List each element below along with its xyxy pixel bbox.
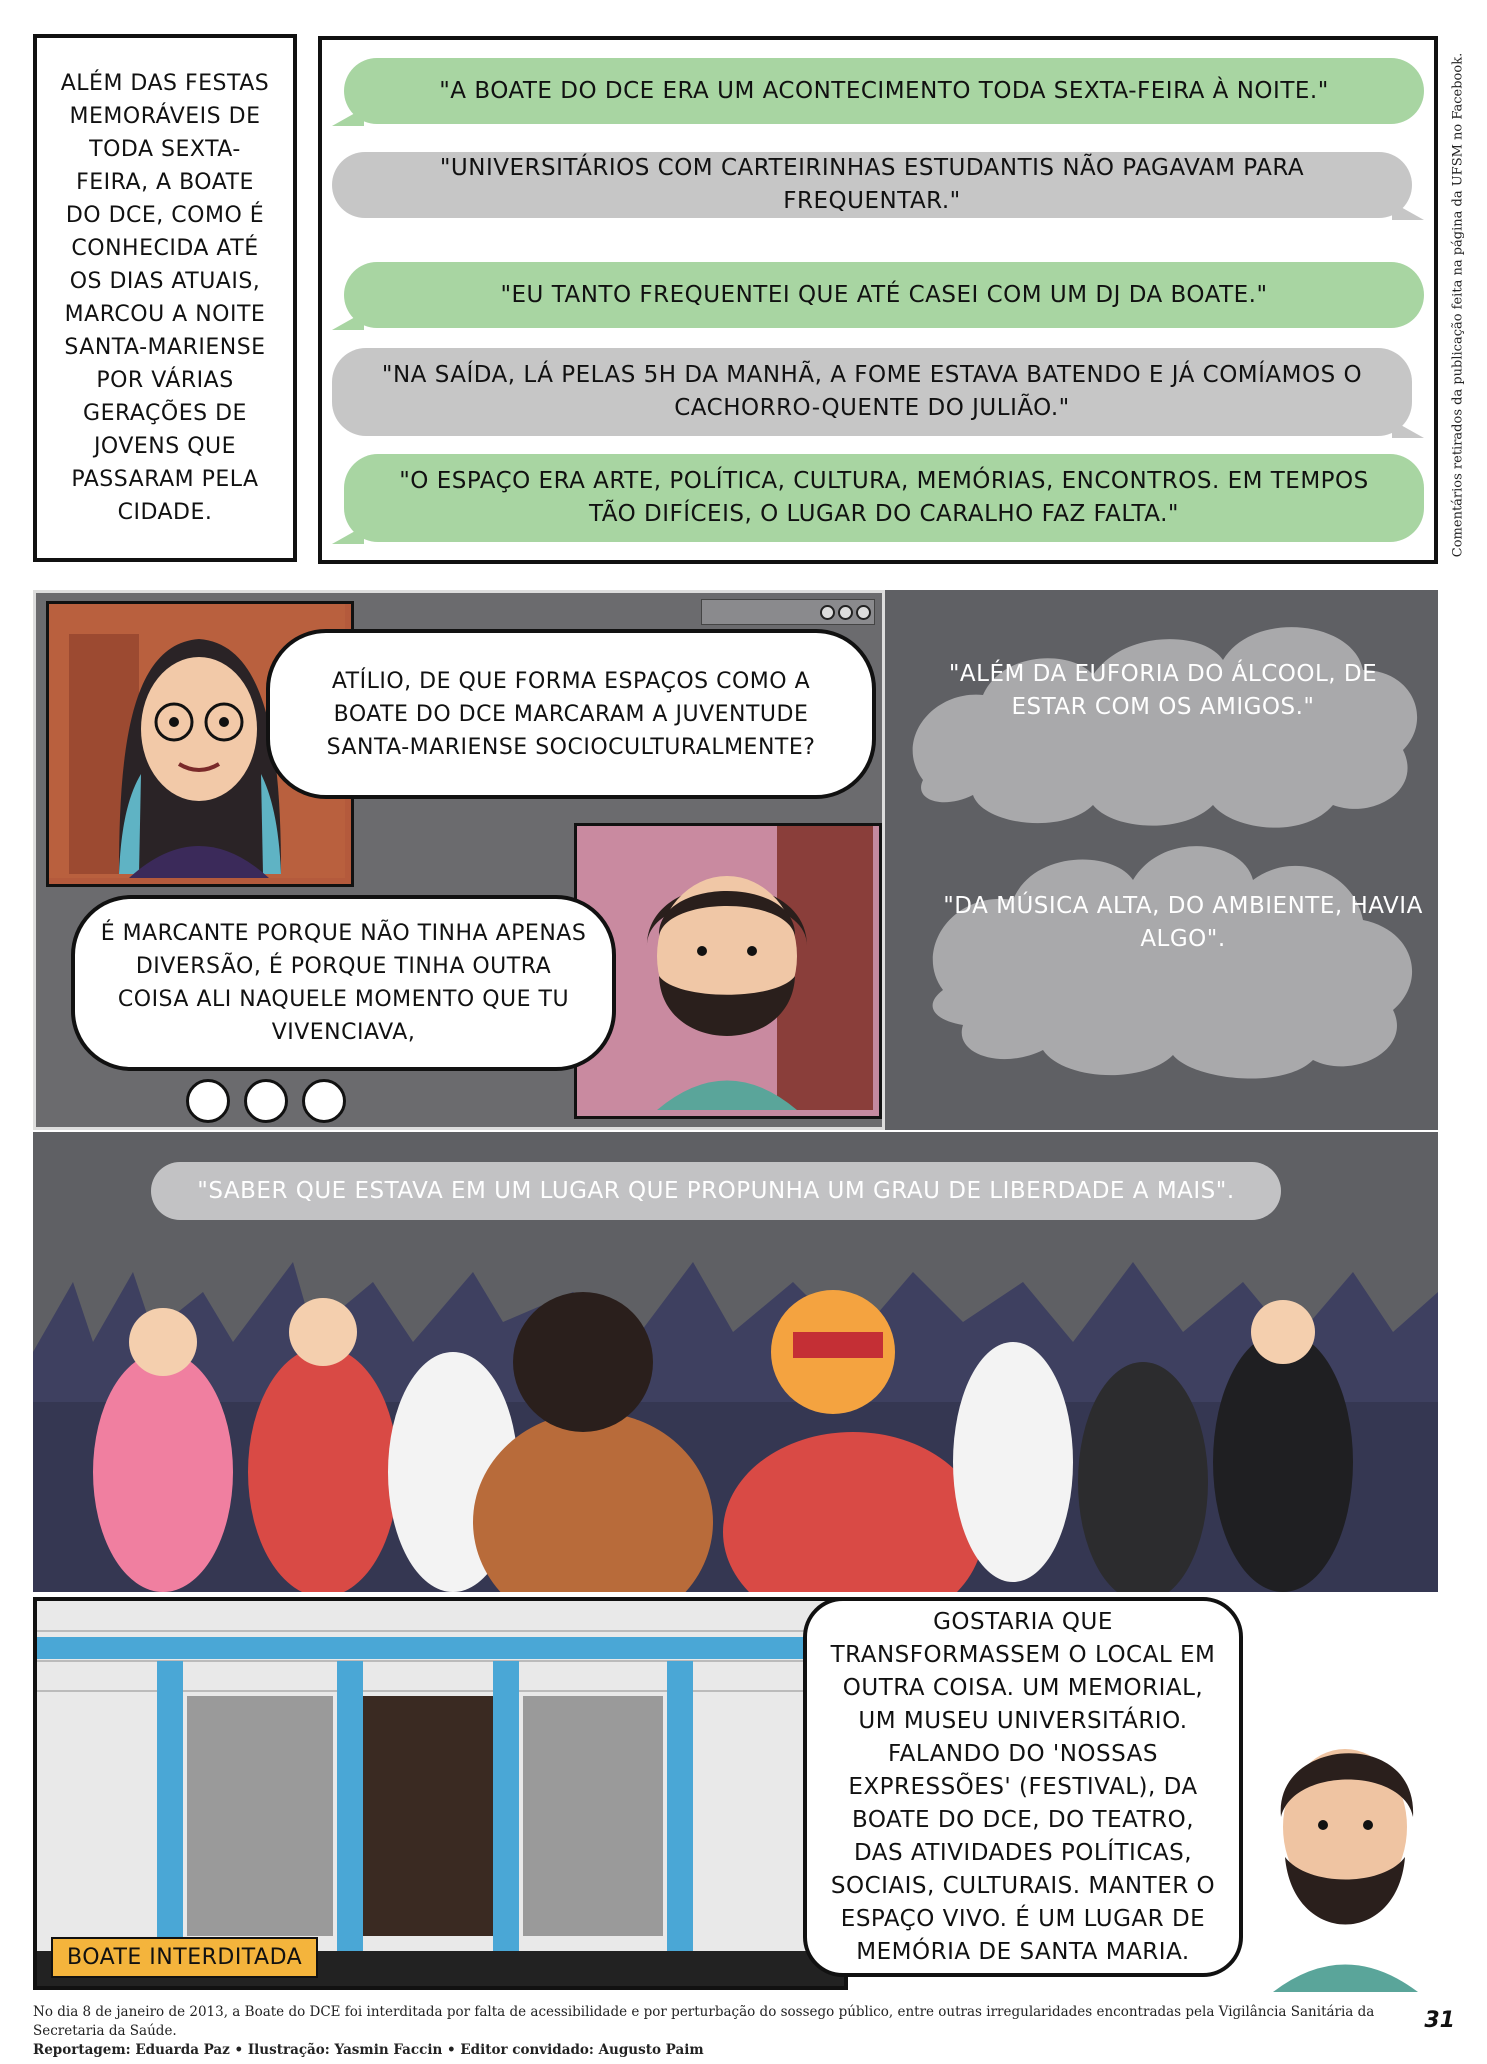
facebook-quotes-panel xyxy=(318,36,1438,564)
page-footer xyxy=(33,2003,1413,2060)
closing-panel xyxy=(33,1597,1438,1992)
quote-text-4: "NA SAÍDA, LÁ PELAS 5H DA MANHÃ, A FOME ESTAVA BATENDO E JÁ COMÍAMOS O CACHORRO-QUENTE DO JULIÃO." xyxy=(381,362,1363,421)
smoke-text-2: "DA MÚSICA ALTA, DO AMBIENTE, HAVIA ALGO". xyxy=(943,893,1423,952)
question-text: ATÍLIO, DE QUE FORMA ESPAÇOS COMO A BOATE DO DCE MARCARAM A JUVENTUDE SANTA-MARIENSE SOCIOCULTURALMENTE? xyxy=(326,668,816,760)
footer-credits: Reportagem: Eduarda Paz • Ilustração: Yasmin Faccin • Editor convidado: Augusto Paim xyxy=(33,2042,704,2058)
minimize-icon xyxy=(820,605,835,620)
intro-text: ALÉM DAS FESTAS MEMORÁVEIS DE TODA SEXTA-FEIRA, A BOATE DO DCE, COMO É CONHECIDA ATÉ OS DIAS ATUAIS, MARCOU A NOITE SANTA-MARIENSE POR VÁRIAS GERAÇÕES DE JOVENS QUE PASSARAM PELA CIDADE. xyxy=(60,71,270,525)
video-call-panel xyxy=(33,590,1438,1130)
intro-narration-box xyxy=(33,34,297,562)
building-illustration xyxy=(37,1601,844,1986)
quote-text-2: "UNIVERSITÁRIOS COM CARTEIRINHAS ESTUDANTIS NÃO PAGAVAM PARA FREQUENTAR." xyxy=(439,155,1305,214)
close-icon xyxy=(856,605,871,620)
question-speech-bubble xyxy=(266,629,876,799)
quote-bubble-2 xyxy=(332,152,1412,218)
interviewee-closing-portrait xyxy=(1253,1717,1438,1992)
maximize-icon xyxy=(838,605,853,620)
quote-bubble-1 xyxy=(344,58,1424,124)
typing-dot-2 xyxy=(244,1079,288,1123)
quote-bubble-4 xyxy=(332,348,1412,436)
boate-interditada-tag xyxy=(51,1937,318,1978)
quote-bubble-3 xyxy=(344,262,1424,328)
footer-note: No dia 8 de janeiro de 2013, a Boate do DCE foi interditada por falta de acessibilidade e por perturbação do sossego público, entre outras irregularidades encontradas pela Vigilância Sanitária da Secretaria da Saúde. xyxy=(33,2004,1375,2039)
quote-text-1: "A BOATE DO DCE ERA UM ACONTECIMENTO TODA SEXTA-FEIRA À NOITE." xyxy=(439,77,1329,104)
crowd-caption-text: "SABER QUE ESTAVA EM UM LUGAR QUE PROPUNHA UM GRAU DE LIBERDADE A MAIS". xyxy=(197,1178,1235,1204)
typing-dot-1 xyxy=(186,1079,230,1123)
closing-quote-text: GOSTARIA QUE TRANSFORMASSEM O LOCAL EM OUTRA COISA. UM MEMORIAL, UM MUSEU UNIVERSITÁRIO. FALANDO DO 'NOSSAS EXPRESSÕES' (FESTIVAL), DA BOATE DO DCE, DO TEATRO, DAS ATIVIDADES POLÍTICAS, SOCIAIS, CULTURAIS. MANTER O ESPAÇO VIVO. É UM LUGAR DE MEMÓRIA DE SANTA MARIA. xyxy=(830,1608,1216,1965)
crowd-caption-cloud xyxy=(151,1162,1281,1220)
smoke-text-1: "ALÉM DA EUFORIA DO ÁLCOOL, DE ESTAR COM OS AMIGOS." xyxy=(948,661,1378,720)
boate-building-facade xyxy=(33,1597,848,1990)
crowd-illustration xyxy=(33,1222,1438,1592)
quote-bubble-5 xyxy=(344,454,1424,542)
quote-text-5: "O ESPAÇO ERA ARTE, POLÍTICA, CULTURA, MEMÓRIAS, ENCONTROS. EM TEMPOS TÃO DIFÍCEIS, O LUGAR DO CARALHO FAZ FALTA." xyxy=(399,468,1369,527)
video-call-window xyxy=(33,590,885,1130)
page-number: 31 xyxy=(1424,2008,1455,2033)
window-title-bar xyxy=(701,599,875,625)
side-note xyxy=(1438,40,1478,570)
tag-text: BOATE INTERDITADA xyxy=(67,1945,303,1970)
side-note-text: Comentários retirados da publicação feita na página da UFSM no Facebook. xyxy=(1450,52,1466,558)
party-crowd-panel xyxy=(33,1132,1438,1592)
interviewee-portrait xyxy=(577,826,873,1110)
quote-text-3: "EU TANTO FREQUENTEI QUE ATÉ CASEI COM UM DJ DA BOATE." xyxy=(500,281,1268,308)
answer-text: É MARCANTE PORQUE NÃO TINHA APENAS DIVERSÃO, É PORQUE TINHA OUTRA COISA ALI NAQUELE MOMENTO QUE TU VIVENCIAVA, xyxy=(100,921,587,1045)
interviewee-camera xyxy=(574,823,882,1119)
closing-speech-bubble xyxy=(803,1597,1243,1977)
typing-dot-3 xyxy=(302,1079,346,1123)
answer-speech-bubble xyxy=(71,895,616,1071)
